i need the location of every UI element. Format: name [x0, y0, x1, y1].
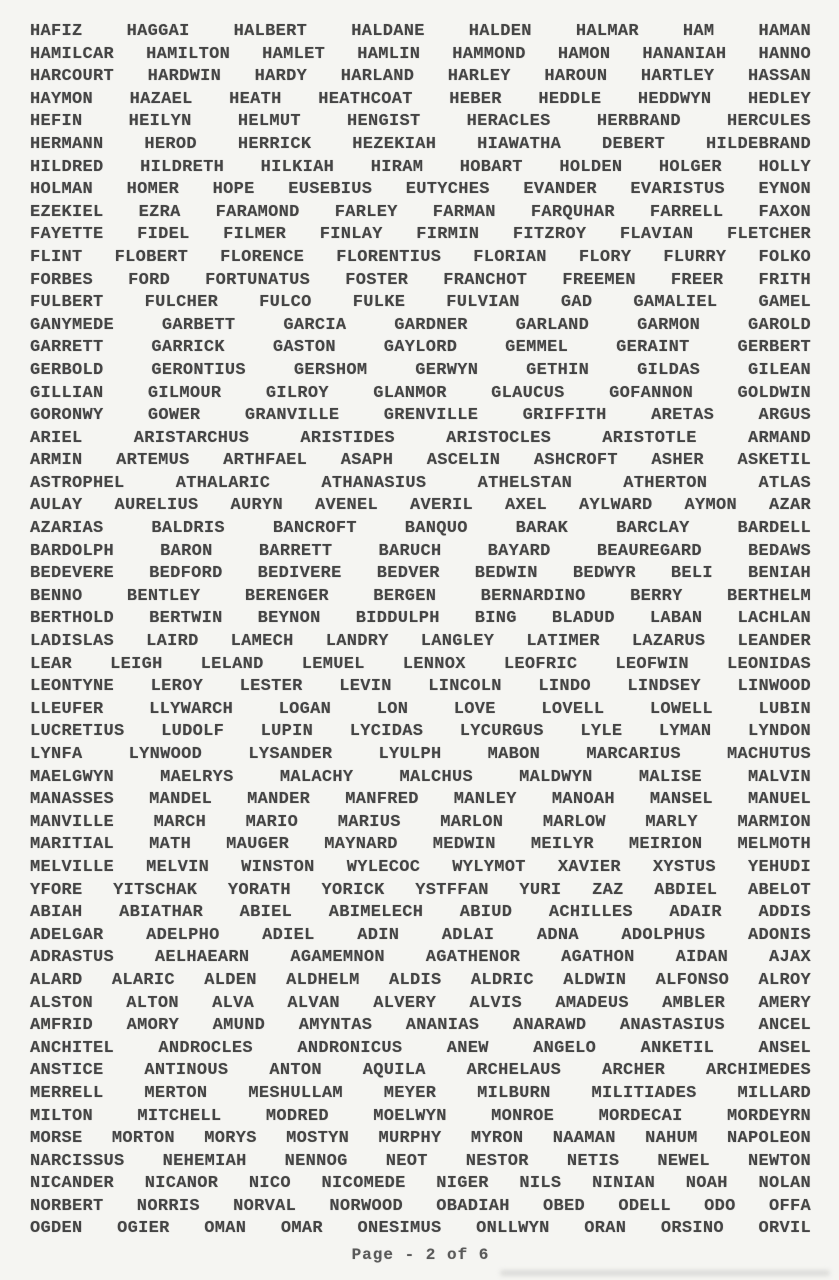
text-line: BERTHOLD BERTWIN BEYNON BIDDULPH BING BLADUD LABAN LACHLAN	[30, 609, 811, 629]
scan-artifact	[500, 1270, 830, 1276]
text-line: LADISLAS LAIRD LAMECH LANDRY LANGLEY LATIMER LAZARUS LEANDER	[30, 632, 811, 652]
text-line: MERRELL MERTON MESHULLAM MEYER MILBURN MILITIADES MILLARD	[30, 1083, 811, 1103]
text-line: BENNO BENTLEY BERENGER BERGEN BERNARDINO BERRY BERTHELM	[30, 586, 811, 606]
text-line: HILDRED HILDRETH HILKIAH HIRAM HOBART HOLDEN HOLGER HOLLY	[30, 157, 811, 177]
text-line: FAYETTE FIDEL FILMER FINLAY FIRMIN FITZROY FLAVIAN FLETCHER	[30, 225, 811, 245]
text-line: HARCOURT HARDWIN HARDY HARLAND HARLEY HAROUN HARTLEY HASSAN	[30, 67, 811, 87]
text-line: AULAY AURELIUS AURYN AVENEL AVERIL AXEL AYLWARD AYMON AZAR	[30, 496, 811, 516]
text-line: GORONWY GOWER GRANVILLE GRENVILLE GRIFFITH ARETAS ARGUS	[30, 406, 811, 426]
text-line: FULBERT FULCHER FULCO FULKE FULVIAN GAD GAMALIEL GAMEL	[30, 293, 811, 313]
text-line: BARDOLPH BARON BARRETT BARUCH BAYARD BEAUREGARD BEDAWS	[30, 541, 811, 561]
text-line: GERBOLD GERONTIUS GERSHOM GERWYN GETHIN GILDAS GILEAN	[30, 360, 811, 380]
name-list	[30, 21, 811, 1241]
text-line: ARMIN ARTEMUS ARTHFAEL ASAPH ASCELIN ASHCROFT ASHER ASKETIL	[30, 451, 811, 471]
text-line: MELVILLE MELVIN WINSTON WYLECOC WYLYMOT XAVIER XYSTUS YEHUDI	[30, 857, 811, 877]
text-line: NORBERT NORRIS NORVAL NORWOOD OBADIAH OBED ODELL ODO OFFA	[30, 1196, 811, 1216]
text-line: ADRASTUS AELHAEARN AGAMEMNON AGATHENOR AGATHON AIDAN AJAX	[30, 948, 811, 968]
text-line: MANVILLE MARCH MARIO MARIUS MARLON MARLOW MARLY MARMION	[30, 812, 811, 832]
text-line: ANCHITEL ANDROCLES ANDRONICUS ANEW ANGELO ANKETIL ANSEL	[30, 1038, 811, 1058]
text-line: LYNFA LYNWOOD LYSANDER LYULPH MABON MARCARIUS MACHUTUS	[30, 745, 811, 764]
text-line: ANSTICE ANTINOUS ANTON AQUILA ARCHELAUS ARCHER ARCHIMEDES	[30, 1061, 811, 1081]
text-line: HAYMON HAZAEL HEATH HEATHCOAT HEBER HEDDLE HEDDWYN HEDLEY	[30, 89, 811, 109]
text-line: ARIEL ARISTARCHUS ARISTIDES ARISTOCLES ARISTOTLE ARMAND	[30, 428, 811, 448]
text-line: BEDEVERE BEDFORD BEDIVERE BEDVER BEDWIN BEDWYR BELI BENIAH	[30, 564, 811, 584]
text-line: HAMILCAR HAMILTON HAMLET HAMLIN HAMMOND HAMON HANANIAH HANNO	[30, 44, 811, 64]
text-line: GARRETT GARRICK GASTON GAYLORD GEMMEL GERAINT GERBERT	[30, 338, 811, 358]
text-line: YFORE YITSCHAK YORATH YORICK YSTFFAN YURI ZAZ ABDIEL ABELOT	[30, 880, 811, 900]
text-line: FLINT FLOBERT FLORENCE FLORENTIUS FLORIAN FLORY FLURRY FOLKO	[30, 247, 811, 267]
text-line: ASTROPHEL ATHALARIC ATHANASIUS ATHELSTAN ATHERTON ATLAS	[30, 473, 811, 493]
text-line: NARCISSUS NEHEMIAH NENNOG NEOT NESTOR NETIS NEWEL NEWTON	[30, 1151, 811, 1171]
text-line: GILLIAN GILMOUR GILROY GLANMOR GLAUCUS GOFANNON GOLDWIN	[30, 383, 811, 403]
text-line: HERMANN HEROD HERRICK HEZEKIAH HIAWATHA DEBERT HILDEBRAND	[30, 134, 811, 154]
text-line: LUCRETIUS LUDOLF LUPIN LYCIDAS LYCURGUS LYLE LYMAN LYNDON	[30, 722, 811, 742]
text-line: HEFIN HEILYN HELMUT HENGIST HERACLES HERBRAND HERCULES	[30, 112, 811, 132]
text-line: MARITIAL MATH MAUGER MAYNARD MEDWIN MEILYR MEIRION MELMOTH	[30, 835, 811, 855]
text-line: MORSE MORTON MORYS MOSTYN MURPHY MYRON NAAMAN NAHUM NAPOLEON	[30, 1129, 811, 1149]
text-line: MILTON MITCHELL MODRED MOELWYN MONROE MORDECAI MORDEYRN	[30, 1106, 811, 1126]
text-line: ABIAH ABIATHAR ABIEL ABIMELECH ABIUD ACHILLES ADAIR ADDIS	[30, 903, 811, 923]
text-line: ALSTON ALTON ALVA ALVAN ALVERY ALVIS AMADEUS AMBLER AMERY	[30, 993, 811, 1013]
text-line: NICANDER NICANOR NICO NICOMEDE NIGER NILS NINIAN NOAH NOLAN	[30, 1174, 811, 1194]
text-line: EZEKIEL EZRA FARAMOND FARLEY FARMAN FARQUHAR FARRELL FAXON	[30, 202, 811, 222]
text-line: AZARIAS BALDRIS BANCROFT BANQUO BARAK BARCLAY BARDELL	[30, 519, 811, 539]
text-line: ALARD ALARIC ALDEN ALDHELM ALDIS ALDRIC ALDWIN ALFONSO ALROY	[30, 970, 811, 990]
text-line: LEONTYNE LEROY LESTER LEVIN LINCOLN LINDO LINDSEY LINWOOD	[30, 677, 811, 697]
text-line: LLEUFER LLYWARCH LOGAN LON LOVE LOVELL LOWELL LUBIN	[30, 699, 811, 719]
text-line: FORBES FORD FORTUNATUS FOSTER FRANCHOT FREEMEN FREER FRITH	[30, 270, 811, 290]
text-line: ADELGAR ADELPHO ADIEL ADIN ADLAI ADNA ADOLPHUS ADONIS	[30, 925, 811, 945]
text-line: HOLMAN HOMER HOPE EUSEBIUS EUTYCHES EVANDER EVARISTUS EYNON	[30, 180, 811, 200]
text-line: OGDEN OGIER OMAN OMAR ONESIMUS ONLLWYN ORAN ORSINO ORVIL	[30, 1219, 811, 1239]
page-number-footer: Page - 2 of 6	[351, 1246, 490, 1265]
text-line: AMFRID AMORY AMUND AMYNTAS ANANIAS ANARAWD ANASTASIUS ANCEL	[30, 1016, 811, 1036]
text-line: HAFIZ HAGGAI HALBERT HALDANE HALDEN HALMAR HAM HAMAN	[30, 22, 811, 41]
text-line: GANYMEDE GARBETT GARCIA GARDNER GARLAND GARMON GAROLD	[30, 315, 811, 335]
text-line: LEAR LEIGH LELAND LEMUEL LENNOX LEOFRIC LEOFWIN LEONIDAS	[30, 654, 811, 674]
text-line: MAELGWYN MAELRYS MALACHY MALCHUS MALDWYN MALISE MALVIN	[30, 767, 811, 787]
text-line: MANASSES MANDEL MANDER MANFRED MANLEY MANOAH MANSEL MANUEL	[30, 790, 811, 810]
